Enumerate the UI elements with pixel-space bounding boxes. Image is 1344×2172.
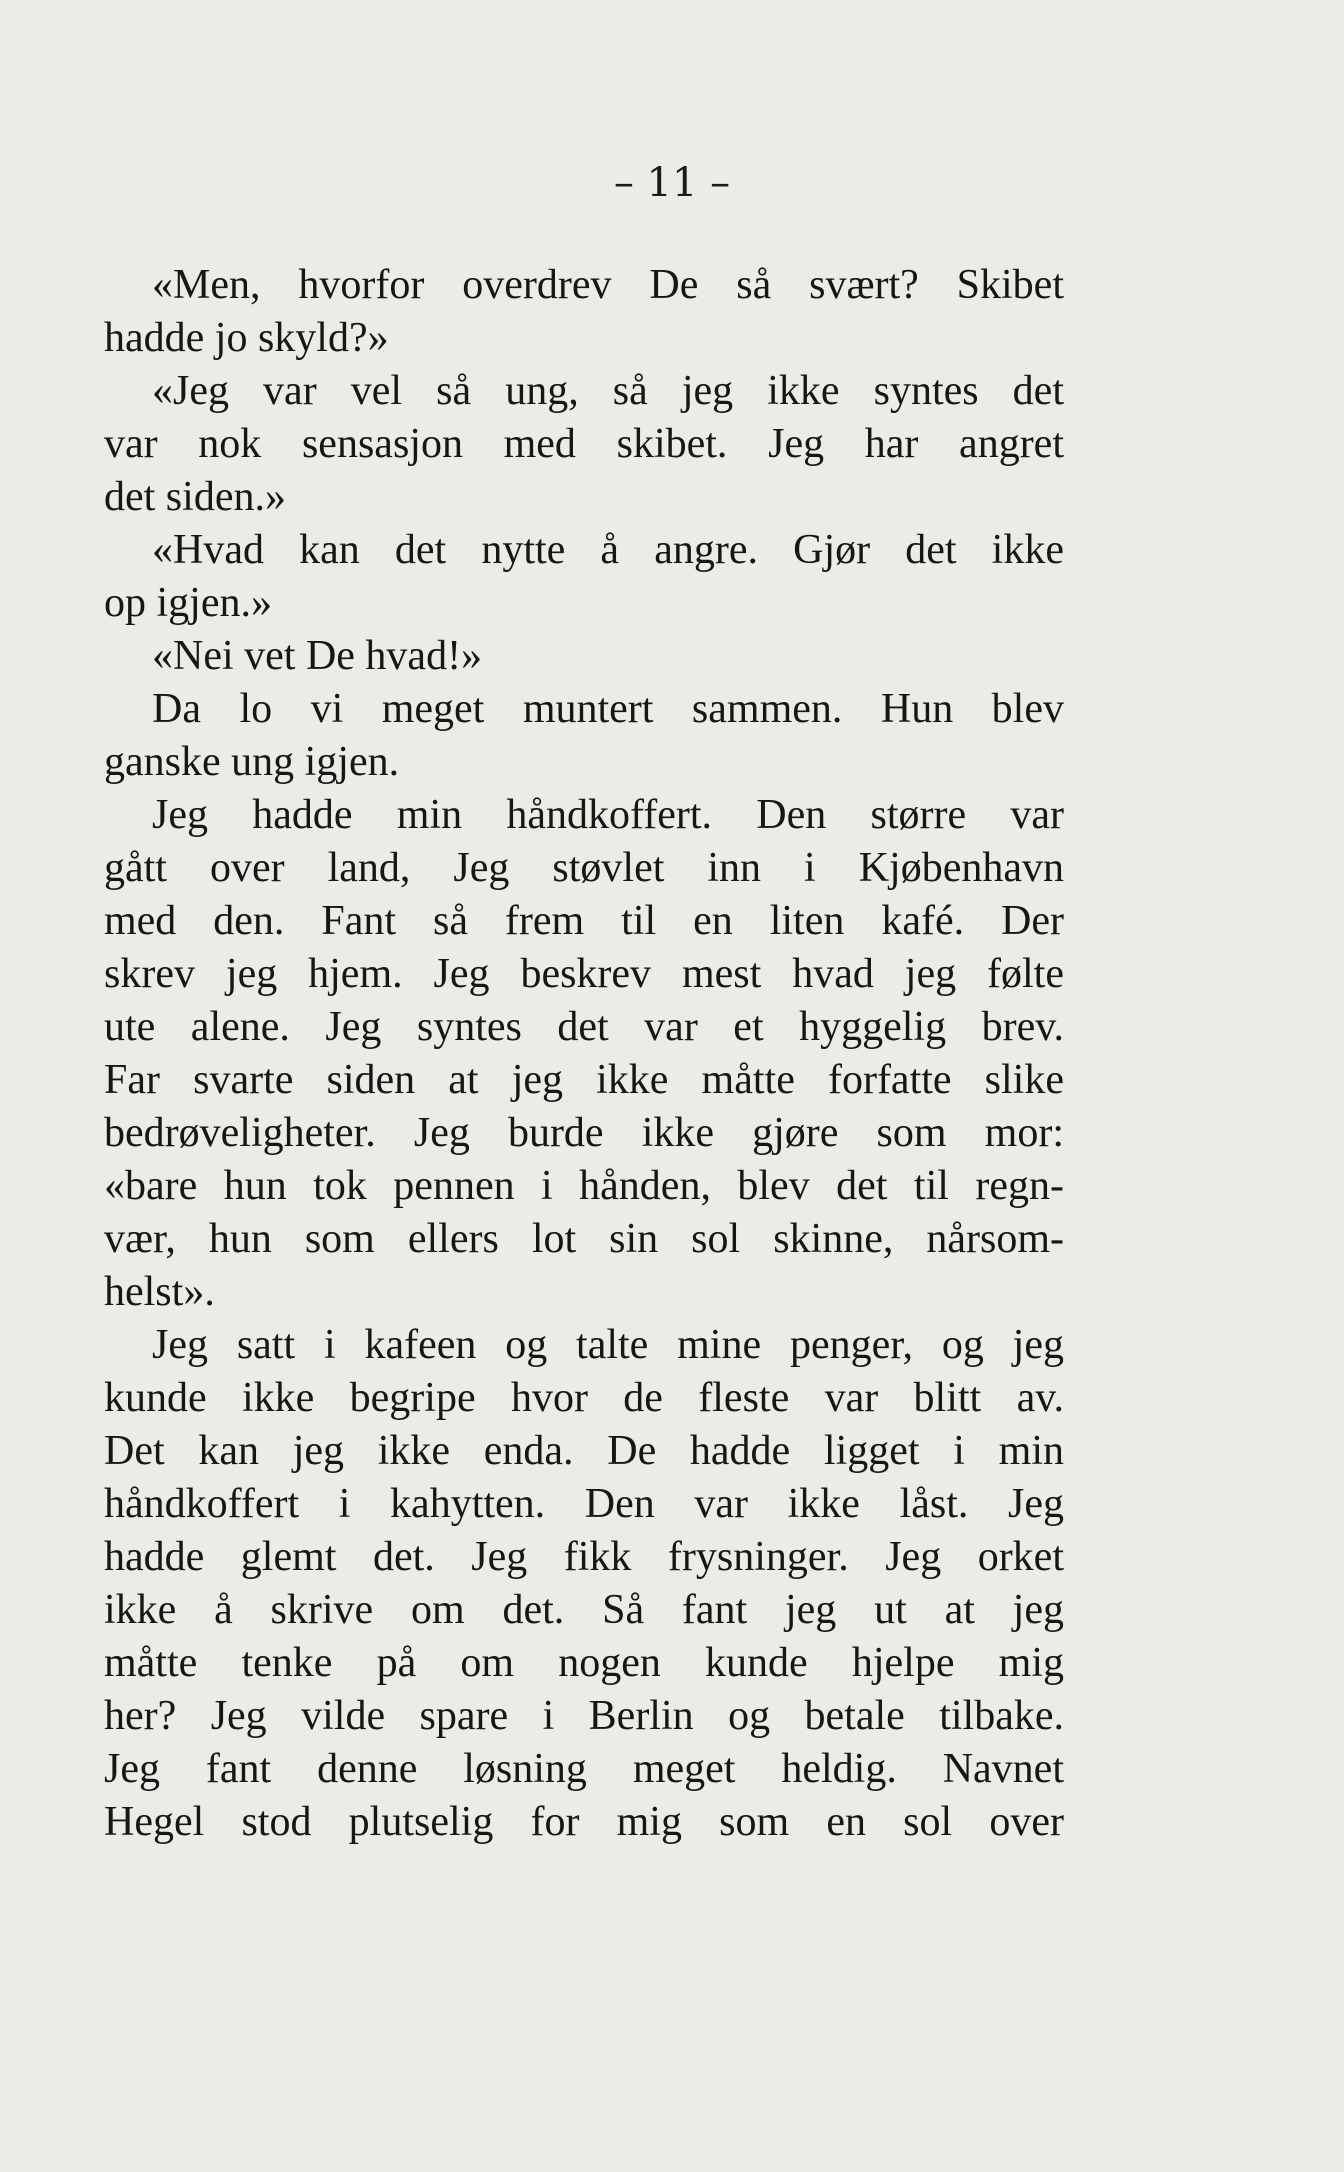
text-line: Da lo vi meget muntert sammen. Hun blev [152,686,1064,732]
text-line: ikke å skrive om det. Så fant jeg ut at jeg [104,1587,1064,1633]
text-line: vær, hun som ellers lot sin sol skinne, nårsom- [104,1216,1064,1262]
text-line: måtte tenke på om nogen kunde hjelpe mig [104,1640,1064,1686]
text-line: Hegel stod plutselig for mig som en sol over [104,1799,1064,1845]
text-line: Jeg satt i kafeen og talte mine penger, og jeg [152,1322,1064,1368]
text-line: med den. Fant så frem til en liten kafé. Der [104,898,1064,944]
text-line: Jeg fant denne løsning meget heldig. Navnet [104,1746,1064,1792]
text-line: «Men, hvorfor overdrev De så svært? Skibet [152,262,1064,308]
text-line: helst». [104,1269,215,1315]
text-line: Jeg hadde min håndkoffert. Den større var [152,792,1064,838]
text-line: hadde glemt det. Jeg fikk frysninger. Jeg orket [104,1534,1064,1580]
text-line: bedrøveligheter. Jeg burde ikke gjøre som mor: [104,1110,1064,1156]
text-line: håndkoffert i kahytten. Den var ikke låst. Jeg [104,1481,1064,1527]
text-line: ute alene. Jeg syntes det var et hyggelig brev. [104,1004,1064,1050]
text-line: var nok sensasjon med skibet. Jeg har angret [104,421,1064,467]
text-line: det siden.» [104,474,286,520]
page-number: – 11 – [613,160,731,206]
text-line: Det kan jeg ikke enda. De hadde ligget i min [104,1428,1064,1474]
text-line: her? Jeg vilde spare i Berlin og betale tilbake. [104,1693,1064,1739]
text-line: gått over land, Jeg støvlet inn i Kjøbenhavn [104,845,1064,891]
text-line: Far svarte siden at jeg ikke måtte forfatte slike [104,1057,1064,1103]
text-line: «Jeg var vel så ung, så jeg ikke syntes det [152,368,1064,414]
text-line: «bare hun tok pennen i hånden, blev det til regn- [104,1163,1064,1209]
text-line: hadde jo skyld?» [104,315,389,361]
text-line: skrev jeg hjem. Jeg beskrev mest hvad jeg følte [104,951,1064,997]
text-line: «Nei vet De hvad!» [152,633,483,679]
text-line: «Hvad kan det nytte å angre. Gjør det ikke [152,527,1064,573]
text-line: ganske ung igjen. [104,739,400,785]
text-line: kunde ikke begripe hvor de fleste var blitt av. [104,1375,1064,1421]
text-line: op igjen.» [104,580,272,626]
